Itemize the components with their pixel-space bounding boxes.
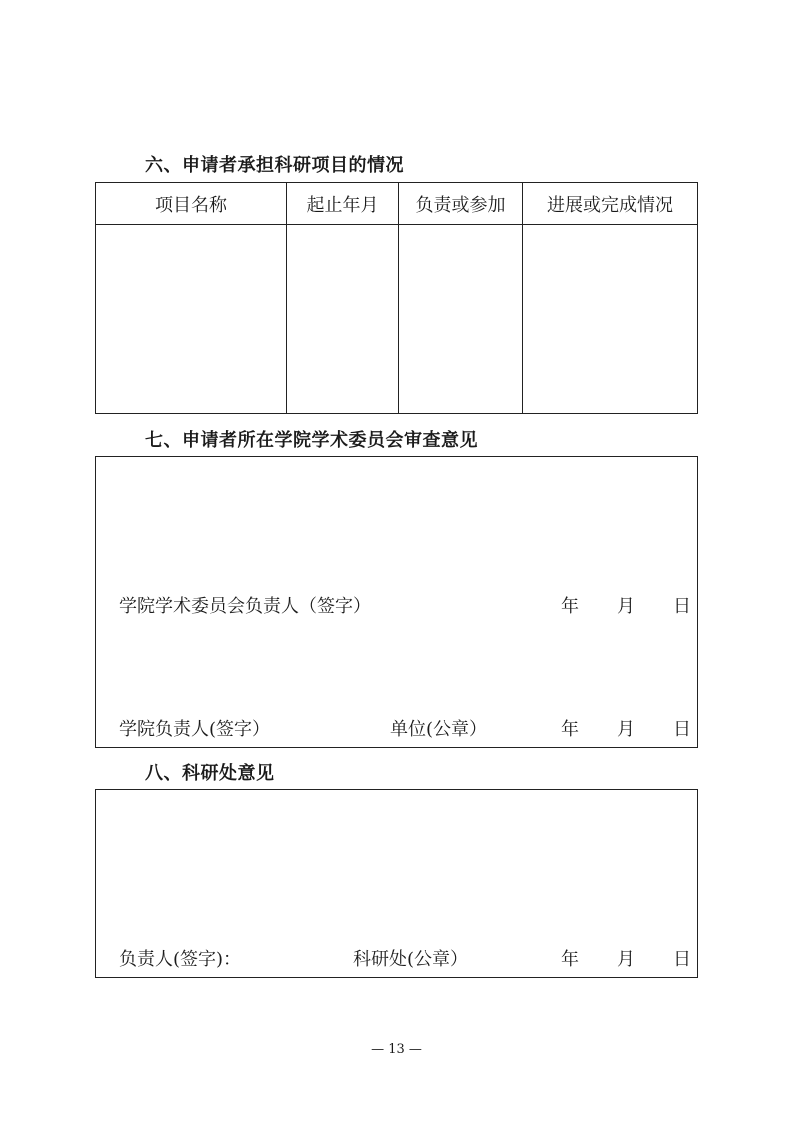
committee-date-day: 日	[673, 596, 691, 617]
committee-sign-label: 学院学术委员会负责人（签字）	[119, 596, 371, 617]
cell-progress[interactable]	[523, 225, 698, 414]
dean-sign-label: 学院负责人(签字）	[119, 719, 271, 740]
table-row	[96, 225, 698, 414]
col-role: 负责或参加	[399, 183, 523, 225]
table-header-row	[96, 183, 698, 225]
section8-title: 八、科研处意见	[145, 763, 275, 784]
committee-date-month: 月	[617, 596, 635, 617]
unit-seal-label: 单位(公章）	[390, 719, 488, 740]
cell-role[interactable]	[399, 225, 523, 414]
dean-date-month: 月	[617, 719, 635, 740]
col-period: 起止年月	[287, 183, 399, 225]
cell-period[interactable]	[287, 225, 399, 414]
page-number: — 13 —	[371, 1042, 422, 1057]
dean-date-day: 日	[673, 719, 691, 740]
col-progress: 进展或完成情况	[523, 183, 698, 225]
office-seal-label: 科研处(公章）	[353, 949, 469, 970]
head-sign-label: 负责人(签字)：	[119, 949, 242, 970]
cell-project-name[interactable]	[96, 225, 287, 414]
project-table	[95, 182, 698, 414]
section7-title: 七、申请者所在学院学术委员会审查意见	[145, 430, 478, 451]
col-project-name: 项目名称	[96, 183, 287, 225]
committee-date-year: 年	[561, 596, 579, 617]
office-date-year: 年	[561, 949, 579, 970]
dean-date-year: 年	[561, 719, 579, 740]
office-date-day: 日	[673, 949, 691, 970]
office-date-month: 月	[617, 949, 635, 970]
section6-title: 六、申请者承担科研项目的情况	[145, 155, 404, 176]
